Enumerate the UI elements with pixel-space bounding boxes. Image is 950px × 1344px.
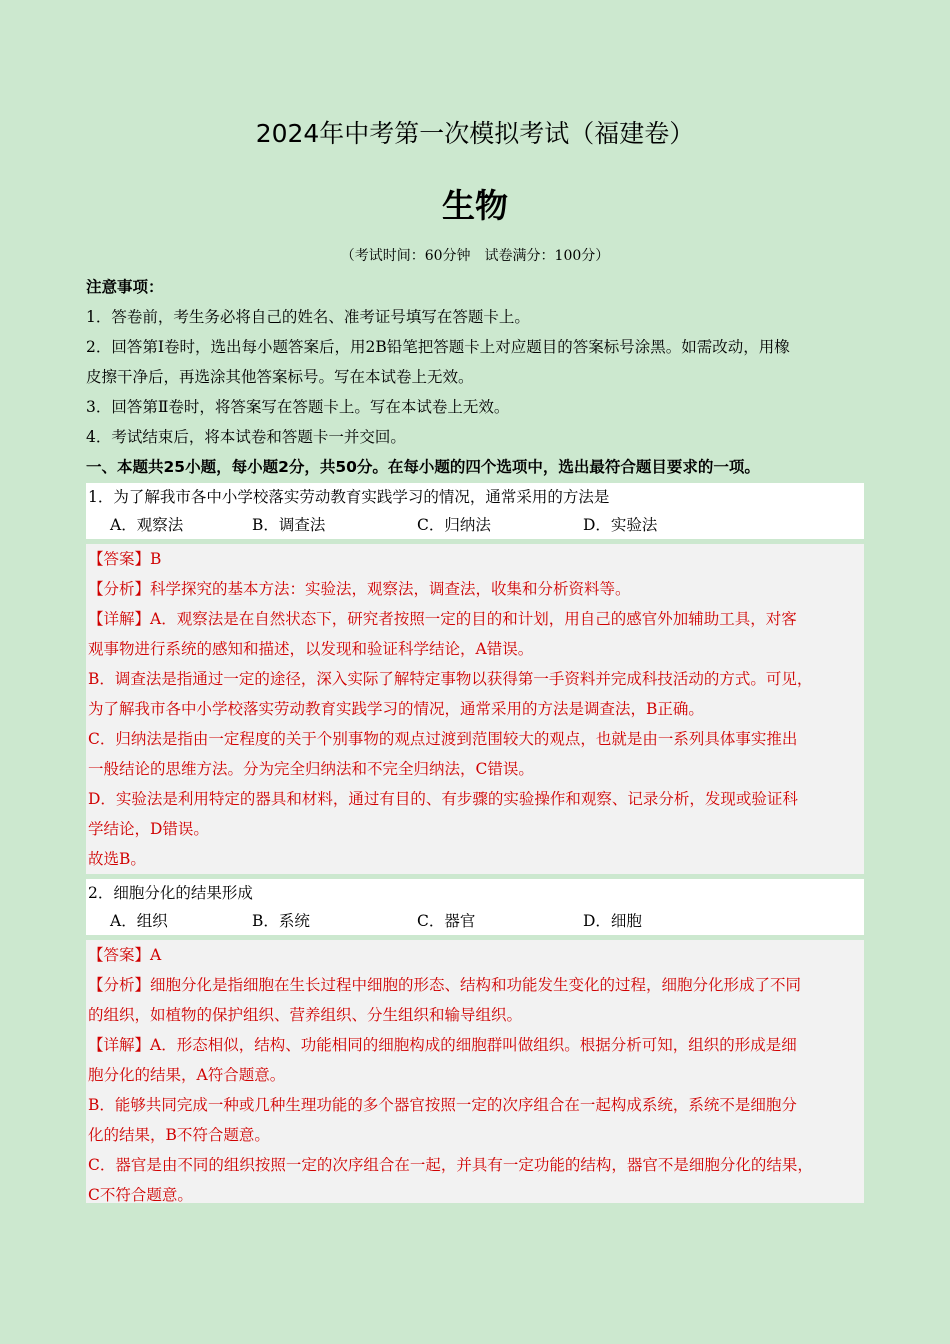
answer-line: 【答案】A [88,946,162,964]
detail-line: C不符合题意。 [88,1186,193,1204]
detail-line: B．调查法是指通过一定的途径，深入实际了解特定事物以获得第一手资料并完成科技活动的方式。可见， [88,670,813,688]
options-row [86,907,864,935]
question-1 [86,483,864,539]
question-stem: 1．为了解我市各中小学校落实劳动教育实践学习的情况，通常采用的方法是 [88,488,610,506]
section-instruction: 一、本题共25小题，每小题2分，共50分。在每小题的四个选项中，选出最符合题目要求的一项。 [86,458,760,476]
analysis-line: 【分析】细胞分化是指细胞在生长过程中细胞的形态、结构和功能发生变化的过程，细胞分化形成了不同 [88,976,802,994]
option-c: C．器官 [417,912,476,930]
option-a: A．组织 [110,912,168,930]
detail-line: 一般结论的思维方法。分为完全归纳法和不完全归纳法，C错误。 [88,760,534,778]
options-row [86,511,864,539]
detail-line: 化的结果，B不符合题意。 [88,1126,270,1144]
detail-line: 观事物进行系统的感知和描述，以发现和验证科学结论，A错误。 [88,640,534,658]
conclusion-line: 故选B。 [88,850,146,868]
question-stem: 2．细胞分化的结果形成 [88,884,253,902]
option-d: D．细胞 [583,912,642,930]
question-2 [86,879,864,935]
exam-info: （考试时间：60分钟 试卷满分：100分） [340,248,610,264]
detail-line: D．实验法是利用特定的器具和材料，通过有目的、有步骤的实验操作和观察、记录分析，发现或验证科 [88,790,798,808]
detail-line: B．能够共同完成一种或几种生理功能的多个器官按照一定的次序组合在一起构成系统，系统不是细胞分 [88,1096,797,1114]
note-item: 4．考试结束后，将本试卷和答题卡一并交回。 [86,428,406,446]
detail-line: 为了解我市各中小学校落实劳动教育实践学习的情况，通常采用的方法是调查法，B正确。 [88,700,704,718]
note-item: 皮擦干净后，再选涂其他答案标号。写在本试卷上无效。 [86,368,474,386]
option-c: C．归纳法 [417,516,491,534]
option-b: B．调查法 [252,516,326,534]
detail-line: 【详解】A．形态相似，结构、功能相同的细胞构成的细胞群叫做组织。根据分析可知，组织的形成是细 [88,1036,797,1054]
answer-1 [86,544,864,874]
detail-line: C．归纳法是指由一定程度的关于个别事物的观点过渡到范围较大的观点，也就是由一系列具体事实推出 [88,730,798,748]
detail-line: C．器官是由不同的组织按照一定的次序组合在一起，并具有一定功能的结构，器官不是细胞分化的结果， [88,1156,813,1174]
detail-line: 学结论，D错误。 [88,820,209,838]
exam-title: 2024年中考第一次模拟考试（福建卷） [255,119,695,148]
option-a: A．观察法 [110,516,184,534]
analysis-line: 的组织，如植物的保护组织、营养组织、分生组织和输导组织。 [88,1006,523,1024]
option-b: B．系统 [252,912,310,930]
subject-title: 生物 [442,186,508,225]
answer-2 [86,940,864,1203]
analysis-line: 【分析】科学探究的基本方法：实验法，观察法，调查法，收集和分析资料等。 [88,580,631,598]
note-item: 1．答卷前，考生务必将自己的姓名、准考证号填写在答题卡上。 [86,308,530,326]
detail-line: 胞分化的结果，A符合题意。 [88,1066,286,1084]
answer-line: 【答案】B [88,550,162,568]
detail-line: 【详解】A．观察法是在自然状态下，研究者按照一定的目的和计划，用自己的感官外加辅助工具，对客 [88,610,797,628]
notes-heading: 注意事项： [86,278,164,296]
option-d: D．实验法 [583,516,658,534]
notes-section [86,272,866,482]
note-item: 2．回答第Ⅰ卷时，选出每小题答案后，用2B铅笔把答题卡上对应题目的答案标号涂黑。如需改动，用橡 [86,338,790,356]
note-item: 3．回答第Ⅱ卷时，将答案写在答题卡上。写在本试卷上无效。 [86,398,510,416]
